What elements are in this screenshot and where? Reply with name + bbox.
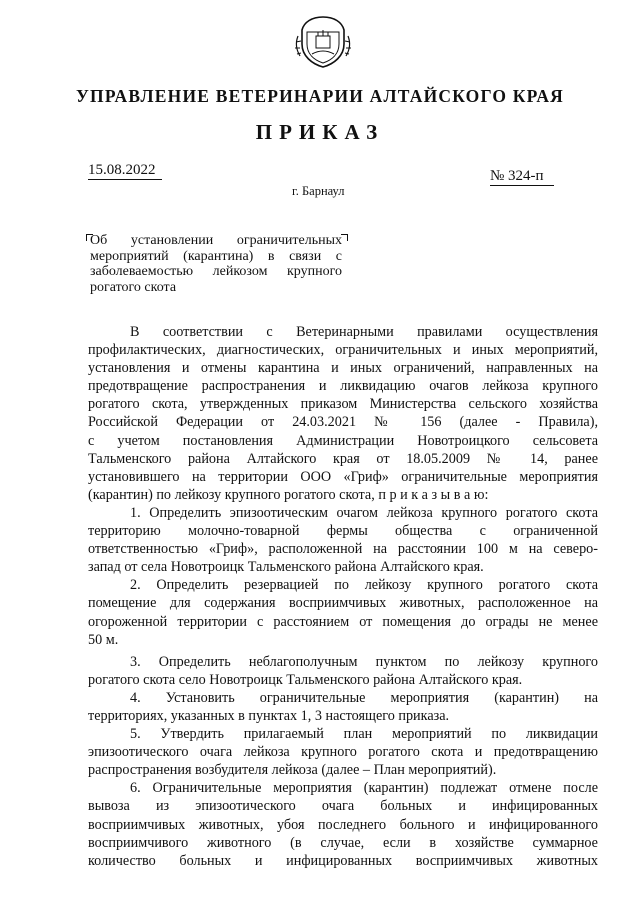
subject-bracket-right [341, 234, 348, 241]
document-city: г. Барнаул [292, 184, 345, 198]
body-line: установления и отмены карантина и иных ограничений, направленных на [88, 360, 598, 377]
body-line: Тальменского района Алтайского края от 18.05.2009 № 14, ранее [88, 450, 598, 467]
body-line: установившего на территории ООО «Гриф» ограничительные мероприятия [88, 468, 598, 485]
document-date: 15.08.2022 [88, 162, 162, 180]
preamble-paragraph [88, 323, 598, 504]
body-line: помещение для содержания восприимчивых животных, расположенное на [88, 595, 598, 612]
body-line: запад от села Новотроицк Тальменского района Алтайского края. [88, 559, 484, 576]
document-type: ПРИКАЗ [255, 120, 385, 144]
body-line: рогатого скота, утвержденных приказом Министерства сельского хозяйства [88, 396, 598, 413]
body-line: предотвращение распространения и ликвидацию очагов лейкоза крупного [88, 378, 598, 395]
order-item-6 [88, 779, 598, 869]
subject-line: рогатого скота [90, 279, 177, 295]
body-line: 6. Ограничительные мероприятия (карантин) подлежат отмене после [130, 780, 598, 797]
subject-line: мероприятий (карантина) в связи с [90, 248, 342, 264]
body-line: Российской Федерации от 24.03.2021 № 156 (далее - Правила), [88, 414, 598, 431]
body-line: количество больных и инфицированных восприимчивых животных [88, 852, 598, 869]
body-line: распространения возбудителя лейкоза (далее – План мероприятий). [88, 762, 497, 779]
order-item-1 [88, 504, 598, 576]
body-line: рогатого скота село Новотроицк Тальменского района Алтайского края. [88, 671, 523, 688]
order-item-2 [88, 576, 598, 648]
body-line: профилактических, диагностических, ограничительных и иных мероприятий, [88, 342, 598, 359]
body-line: В соответствии с Ветеринарными правилами осуществления [130, 324, 598, 340]
body-line: эпизоотического очага лейкоза крупного рогатого скота и предотвращению [88, 744, 598, 761]
order-item-4 [88, 689, 598, 725]
subject-line: заболеваемостью лейкозом крупного [90, 264, 342, 279]
body-line: 1. Определить эпизоотическим очагом лейкоза крупного рогатого скота [130, 504, 598, 521]
body-line: вывоза из эпизоотического очага больных и инфицированных [88, 798, 598, 815]
organization-title: УПРАВЛЕНИЕ ВЕТЕРИНАРИИ АЛТАЙСКОГО КРАЯ [76, 86, 564, 106]
document-number: № 324-п [490, 168, 554, 186]
body-line: территориях, указанных в пунктах 1, 3 настоящего приказа. [88, 707, 450, 724]
document-body [88, 323, 598, 870]
body-line: восприимчивых животных, убоя последнего больного и инфицированного [88, 816, 598, 833]
body-line: 3. Определить неблагополучным пунктом по лейкозу крупного [130, 653, 598, 670]
body-line: 4. Установить ограничительные мероприятия (карантин) на [130, 689, 598, 706]
order-item-3 [88, 653, 598, 689]
subject-line: Об установлении ограничительных [90, 233, 342, 248]
document-subject [90, 233, 342, 295]
body-line: 5. Утвердить прилагаемый план мероприятий по ликвидации [130, 726, 598, 743]
body-line: 2. Определить резервацией по лейкозу крупного рогатого скота [130, 577, 598, 594]
altai-krai-coat-of-arms-icon [292, 14, 354, 70]
body-line: (карантин) по лейкозу крупного рогатого скота, п р и к а з ы в а ю: [88, 486, 489, 503]
order-item-5 [88, 725, 598, 779]
body-line: ответственностью «Гриф», расположенной на расстоянии 100 м на северо- [88, 541, 598, 558]
body-line: 50 м. [88, 631, 119, 648]
body-line: с учетом постановления Администрации Новотроицкого сельсовета [88, 432, 598, 449]
body-line: территорию молочно-товарной фермы общества с ограниченной [88, 523, 598, 540]
body-line: восприимчивого животного (в случае, если в хозяйстве суммарное [88, 834, 598, 851]
body-line: огороженной территории с расстоянием от помещения до ограды не менее [88, 613, 598, 630]
